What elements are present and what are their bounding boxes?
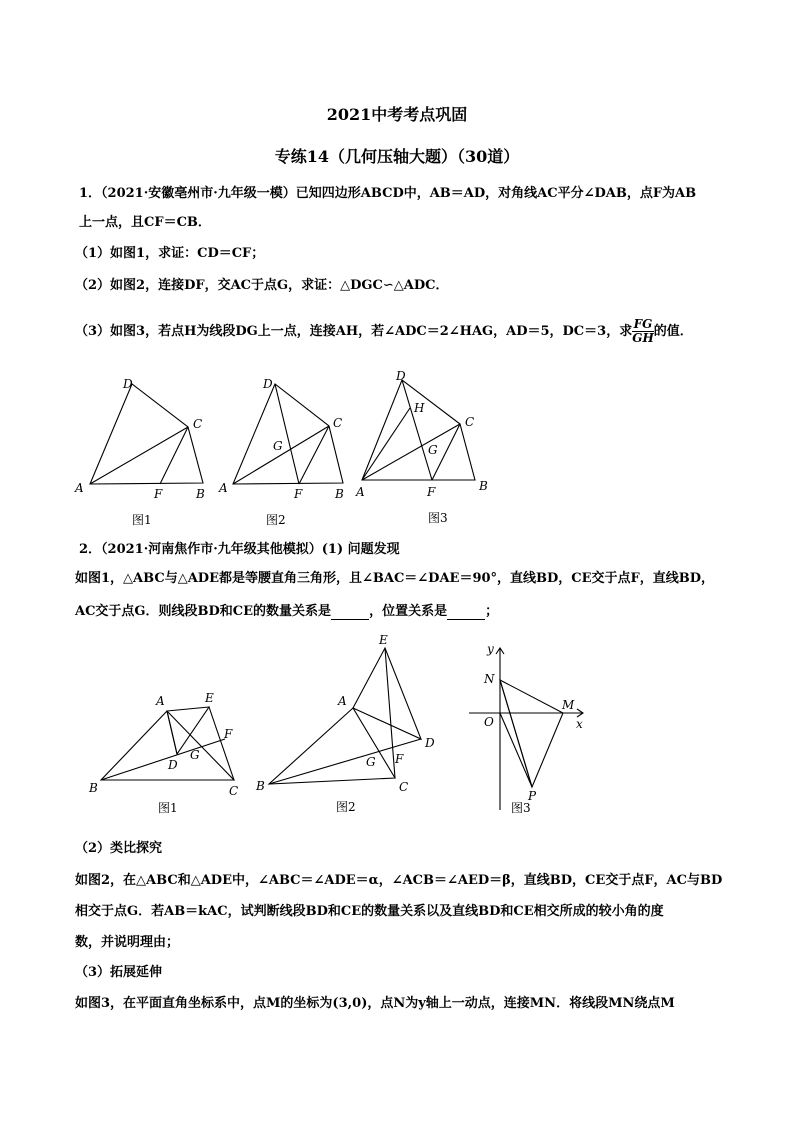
q2-part2-line3: 数，并说明理由； bbox=[75, 935, 180, 950]
label-d: D bbox=[168, 758, 178, 772]
line-bdf bbox=[101, 739, 225, 780]
label-x: x bbox=[576, 717, 583, 731]
label-c: C bbox=[399, 780, 409, 794]
label-c: C bbox=[193, 417, 203, 431]
diagonal-ac bbox=[90, 427, 188, 484]
label-d: D bbox=[123, 377, 133, 391]
segment-np bbox=[500, 680, 532, 787]
label-c: C bbox=[229, 784, 239, 798]
label-o: O bbox=[484, 715, 494, 729]
q1-part2: （2）如图2，连接DF，交AC于点G，求证：△DGC∽△ADC． bbox=[75, 278, 449, 293]
q2-line3-post: ； bbox=[485, 604, 499, 619]
label-a: A bbox=[75, 481, 84, 495]
q2-part2-line1: 如图2，在△ABC和△ADE中，∠ABC＝∠ADE＝α，∠ACB＝∠AED＝β，直线BD，CE交于点F，AC与BD bbox=[75, 873, 723, 888]
label-a: A bbox=[156, 694, 165, 708]
quadrilateral-abcd bbox=[233, 384, 343, 484]
label-a: A bbox=[338, 694, 347, 708]
label-c: C bbox=[333, 416, 343, 430]
diagonal-ac bbox=[362, 424, 460, 480]
figure-caption: 图3 bbox=[428, 511, 448, 525]
q2-line3-mid: ，位置关系是 bbox=[369, 604, 448, 619]
label-b: B bbox=[256, 779, 265, 793]
label-d: D bbox=[425, 736, 435, 750]
q2-stem-line3 bbox=[75, 604, 498, 620]
label-y: y bbox=[487, 642, 494, 656]
fraction-denominator: GH bbox=[632, 331, 654, 345]
label-d: D bbox=[263, 377, 273, 391]
segment-df bbox=[275, 384, 299, 484]
label-g: G bbox=[428, 443, 438, 457]
label-b: B bbox=[479, 479, 488, 493]
label-g: G bbox=[273, 439, 283, 453]
q1-figure-2 bbox=[215, 370, 355, 530]
label-b: B bbox=[196, 487, 205, 501]
label-g: G bbox=[366, 755, 376, 769]
q1-figure-1 bbox=[70, 370, 220, 530]
q2-figure-1 bbox=[80, 685, 255, 820]
figure-caption: 图2 bbox=[266, 513, 286, 527]
label-a: A bbox=[219, 481, 228, 495]
label-a: A bbox=[356, 485, 365, 499]
label-d: D bbox=[396, 369, 406, 383]
label-f: F bbox=[294, 487, 303, 501]
q2-part2-line2: 相交于点G．若AB＝kAC，试判断线段BD和CE的数量关系以及直线BD和CE相交所成的较小角的度 bbox=[75, 904, 664, 919]
q2-figure-3 bbox=[465, 640, 595, 820]
q1-part3 bbox=[75, 318, 693, 345]
page-title: 2021中考考点巩固 bbox=[326, 105, 468, 124]
page-subtitle: 专练14（几何压轴大题）（30道） bbox=[274, 147, 520, 166]
triangle-abc bbox=[269, 708, 395, 784]
q1-part3-pre: （3）如图3，若点H为线段DG上一点，连接AH，若∠ADC＝2∠HAG，AD＝5，DC＝3，求 bbox=[75, 324, 633, 339]
q2-part2-title: （2）类比探究 bbox=[75, 841, 163, 856]
q1-fraction bbox=[632, 318, 654, 345]
q1-stem-line1: 1．（2021·安徽亳州市·九年级一模）已知四边形ABCD中，AB＝AD，对角线AC平分∠DAB，点F为AB bbox=[79, 186, 697, 201]
answer-blank-quantity[interactable] bbox=[331, 607, 369, 620]
figure-caption: 图1 bbox=[132, 513, 152, 527]
label-c: C bbox=[465, 415, 475, 429]
segment-df bbox=[402, 380, 432, 480]
q1-part3-post: 的值． bbox=[653, 324, 693, 339]
label-e: E bbox=[379, 633, 388, 647]
label-m: M bbox=[562, 698, 575, 712]
q2-line3-pre: AC交于点G．则线段BD和CE的数量关系是 bbox=[75, 604, 332, 619]
label-f: F bbox=[224, 727, 233, 741]
figure-caption: 图1 bbox=[158, 801, 178, 815]
label-f: F bbox=[427, 485, 436, 499]
q2-part3-line1: 如图3，在平面直角坐标系中，点M的坐标为(3,0)，点N为y轴上一动点，连接MN．将线段MN绕点M bbox=[75, 996, 675, 1011]
quadrilateral-abcd bbox=[362, 380, 475, 480]
figure-caption: 图2 bbox=[336, 800, 356, 814]
segment-op bbox=[500, 713, 532, 787]
fraction-numerator: FG bbox=[633, 317, 653, 331]
q2-part3-title: （3）拓展延伸 bbox=[75, 965, 163, 980]
q2-stem-line2: 如图1，△ABC与△ADE都是等腰直角三角形，且∠BAC＝∠DAE＝90°，直线BD，CE交于点F，直线BD， bbox=[75, 571, 715, 586]
segment-ad bbox=[167, 711, 177, 754]
q1-part1: （1）如图1，求证：CD＝CF； bbox=[75, 246, 265, 261]
label-h: H bbox=[414, 401, 425, 415]
line-ce bbox=[385, 648, 395, 778]
label-g: G bbox=[190, 748, 200, 762]
q1-figure-3 bbox=[350, 365, 500, 530]
label-p: P bbox=[528, 789, 537, 803]
label-f: F bbox=[395, 752, 404, 766]
q2-stem-line1: 2．（2021·河南焦作市·九年级其他模拟）(1) 问题发现 bbox=[79, 542, 400, 557]
label-f: F bbox=[154, 487, 163, 501]
label-b: B bbox=[89, 781, 98, 795]
q2-figure-2 bbox=[250, 630, 450, 820]
q1-stem-line2: 上一点，且CF＝CB． bbox=[79, 215, 211, 230]
quadrilateral-abcd bbox=[90, 384, 203, 484]
label-b: B bbox=[335, 487, 344, 501]
answer-blank-position[interactable] bbox=[447, 607, 485, 620]
figure-caption: 图3 bbox=[511, 801, 531, 815]
label-n: N bbox=[484, 672, 495, 686]
label-e: E bbox=[205, 691, 214, 705]
